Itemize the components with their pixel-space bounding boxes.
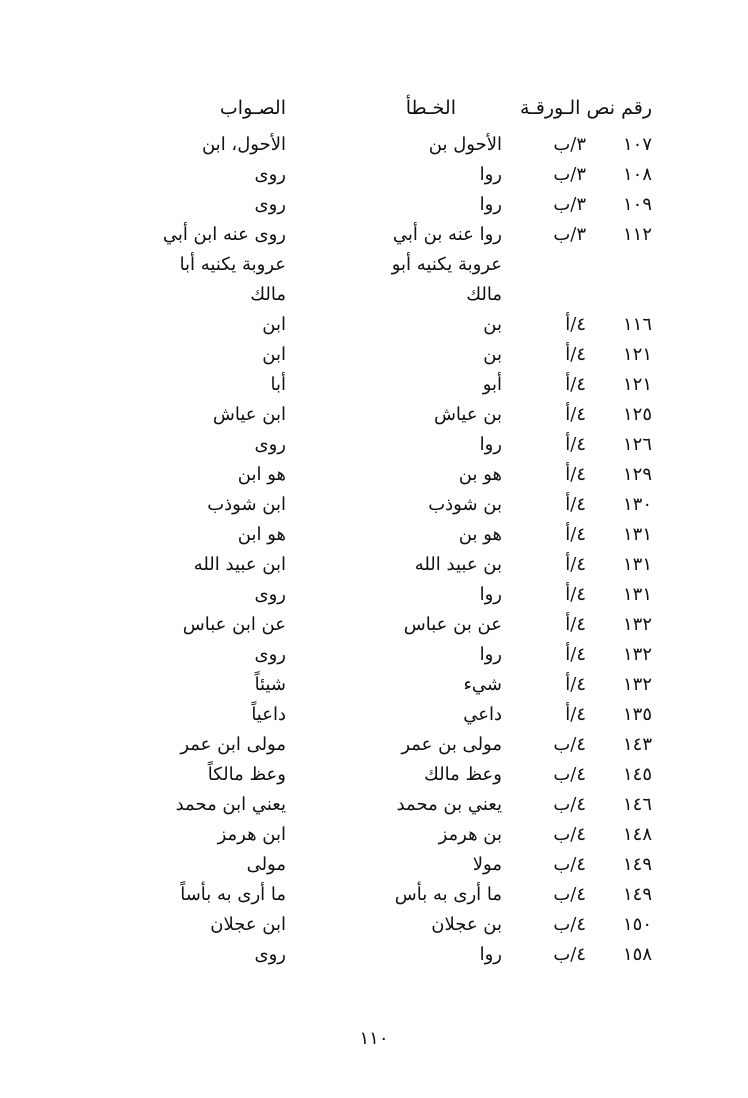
header-error: الخـطأ bbox=[405, 97, 456, 119]
row-leaf: ٣/ب bbox=[553, 194, 586, 215]
table-row bbox=[0, 610, 748, 640]
error-text-line: مالك bbox=[466, 284, 502, 305]
table-row bbox=[0, 190, 748, 220]
row-error bbox=[332, 130, 502, 160]
row-leaf: ٤/أ bbox=[565, 674, 586, 695]
row-leaf: ٤/أ bbox=[565, 614, 586, 635]
row-leaf: ٤/ب bbox=[553, 884, 586, 905]
row-error bbox=[332, 850, 502, 880]
correct-text-line: داعياً bbox=[251, 704, 286, 725]
row-correct bbox=[136, 730, 286, 760]
error-text-line: روا bbox=[479, 584, 502, 605]
row-page-number: ١٣٢ bbox=[622, 674, 652, 695]
table-row bbox=[0, 430, 748, 460]
table-row bbox=[0, 910, 748, 940]
table-row bbox=[0, 310, 748, 340]
row-page-number: ١١٢ bbox=[622, 224, 652, 245]
correct-text-line: روى bbox=[254, 644, 286, 665]
table-row bbox=[0, 940, 748, 970]
row-correct bbox=[136, 490, 286, 520]
table-row bbox=[0, 760, 748, 790]
correct-text-line: روى bbox=[254, 944, 286, 965]
row-correct bbox=[136, 820, 286, 850]
error-text-line: ما أرى به بأس bbox=[394, 884, 502, 905]
row-page-number: ١٠٧ bbox=[622, 134, 652, 155]
row-correct bbox=[136, 520, 286, 550]
row-page-number: ١٢١ bbox=[622, 374, 652, 395]
correct-text-line: مولى ابن عمر bbox=[180, 734, 286, 755]
correct-text-line: ابن شوذب bbox=[207, 494, 286, 515]
row-error bbox=[332, 190, 502, 220]
table-header bbox=[0, 92, 748, 124]
row-leaf: ٤/أ bbox=[565, 704, 586, 725]
correct-text-line: ابن bbox=[262, 314, 286, 335]
row-page-number: ١٠٩ bbox=[622, 194, 652, 215]
error-text-line: روا bbox=[479, 434, 502, 455]
row-error bbox=[332, 790, 502, 820]
correct-text-line: الأحول، ابن bbox=[201, 134, 286, 155]
error-text-line: عن بن عباس bbox=[403, 614, 502, 635]
error-text-line: وعظ مالك bbox=[423, 764, 502, 785]
table-row bbox=[0, 550, 748, 580]
table-row bbox=[0, 820, 748, 850]
error-text-line: يعني بن محمد bbox=[396, 794, 502, 815]
row-error bbox=[332, 370, 502, 400]
row-error bbox=[332, 400, 502, 430]
error-text-line: مولى بن عمر bbox=[401, 734, 502, 755]
row-page-number: ١٠٨ bbox=[622, 164, 652, 185]
row-page-number: ١٣٥ bbox=[622, 704, 652, 725]
row-correct bbox=[136, 580, 286, 610]
error-text-line: شيء bbox=[463, 674, 502, 695]
row-error bbox=[332, 940, 502, 970]
row-page-number: ١٥٨ bbox=[622, 944, 652, 965]
row-error bbox=[332, 490, 502, 520]
row-leaf: ٤/ب bbox=[553, 824, 586, 845]
row-correct bbox=[136, 940, 286, 970]
correct-text-line: عن ابن عباس bbox=[182, 614, 286, 635]
row-error bbox=[332, 670, 502, 700]
row-correct bbox=[136, 130, 286, 160]
row-correct bbox=[136, 430, 286, 460]
table-row bbox=[0, 340, 748, 370]
row-leaf: ٤/أ bbox=[565, 494, 586, 515]
row-leaf: ٤/أ bbox=[565, 374, 586, 395]
row-correct bbox=[136, 310, 286, 340]
row-leaf: ٤/ب bbox=[553, 914, 586, 935]
error-text-line: بن bbox=[483, 314, 502, 335]
row-correct bbox=[136, 160, 286, 190]
correct-text-line: مولى bbox=[246, 854, 286, 875]
correct-text-line: هو ابن bbox=[237, 524, 286, 545]
error-text-line: داعي bbox=[463, 704, 502, 725]
row-page-number: ١٤٥ bbox=[622, 764, 652, 785]
row-page-number: ١٢١ bbox=[622, 344, 652, 365]
error-text-line: عروبة يكنيه أبو bbox=[391, 254, 502, 275]
table-row bbox=[0, 520, 748, 550]
row-page-number: ١٢٩ bbox=[622, 464, 652, 485]
correct-text-line: ابن عياش bbox=[212, 404, 286, 425]
error-text-line: روا عنه بن أبي bbox=[392, 224, 502, 245]
table-row bbox=[0, 640, 748, 670]
row-page-number: ١٢٥ bbox=[622, 404, 652, 425]
row-correct bbox=[136, 190, 286, 220]
row-error bbox=[332, 730, 502, 760]
error-text-line: مولا bbox=[472, 854, 502, 875]
page-number: ١١٠ bbox=[359, 1028, 389, 1049]
table-row bbox=[0, 700, 748, 730]
row-leaf: ٤/ب bbox=[553, 734, 586, 755]
row-error bbox=[332, 820, 502, 850]
table-row bbox=[0, 490, 748, 520]
row-error bbox=[332, 520, 502, 550]
correct-text-line: روى bbox=[254, 584, 286, 605]
row-error bbox=[332, 160, 502, 190]
row-correct bbox=[136, 880, 286, 910]
table-row bbox=[0, 130, 748, 160]
error-text-line: بن عياش bbox=[433, 404, 502, 425]
row-leaf: ٤/أ bbox=[565, 554, 586, 575]
row-error bbox=[332, 220, 502, 310]
error-text-line: بن هرمز bbox=[438, 824, 502, 845]
row-leaf: ٤/أ bbox=[565, 404, 586, 425]
error-text-line: روا bbox=[479, 194, 502, 215]
row-page-number: ١٤٩ bbox=[622, 884, 652, 905]
row-leaf: ٣/ب bbox=[553, 134, 586, 155]
row-leaf: ٤/ب bbox=[553, 794, 586, 815]
correct-text-line: شيئاً bbox=[254, 674, 286, 695]
error-text-line: الأحول بن bbox=[428, 134, 502, 155]
correct-text-line: ابن عبيد الله bbox=[193, 554, 286, 575]
correct-text-line: يعني ابن محمد bbox=[175, 794, 286, 815]
row-error bbox=[332, 550, 502, 580]
error-text-line: بن شوذب bbox=[428, 494, 502, 515]
row-correct bbox=[136, 610, 286, 640]
table-row bbox=[0, 730, 748, 760]
row-leaf: ٤/أ bbox=[565, 644, 586, 665]
header-correct: الصـواب bbox=[219, 97, 286, 119]
row-correct bbox=[136, 370, 286, 400]
row-leaf: ٤/أ bbox=[565, 524, 586, 545]
row-correct bbox=[136, 640, 286, 670]
table-row bbox=[0, 790, 748, 820]
table-row bbox=[0, 160, 748, 190]
error-text-line: روا bbox=[479, 944, 502, 965]
row-error bbox=[332, 760, 502, 790]
table-row bbox=[0, 370, 748, 400]
row-leaf: ٤/أ bbox=[565, 344, 586, 365]
table-row bbox=[0, 580, 748, 610]
row-error bbox=[332, 910, 502, 940]
row-page-number: ١٤٨ bbox=[622, 824, 652, 845]
row-leaf: ٤/أ bbox=[565, 434, 586, 455]
row-page-number: ١٣٠ bbox=[622, 494, 652, 515]
table-row bbox=[0, 670, 748, 700]
row-error bbox=[332, 640, 502, 670]
row-correct bbox=[136, 340, 286, 370]
row-correct bbox=[136, 850, 286, 880]
row-page-number: ١٤٣ bbox=[622, 734, 652, 755]
row-page-number: ١٤٦ bbox=[622, 794, 652, 815]
row-correct bbox=[136, 910, 286, 940]
correct-text-line: ابن هرمز bbox=[217, 824, 286, 845]
row-leaf: ٤/ب bbox=[553, 854, 586, 875]
table-row bbox=[0, 460, 748, 490]
error-text-line: أبو bbox=[482, 374, 502, 395]
error-text-line: بن عبيد الله bbox=[414, 554, 502, 575]
correct-text-line: ابن عجلان bbox=[210, 914, 286, 935]
row-error bbox=[332, 340, 502, 370]
row-leaf: ٤/ب bbox=[553, 764, 586, 785]
table-row bbox=[0, 400, 748, 430]
correct-text-line: روى bbox=[254, 164, 286, 185]
row-correct bbox=[136, 790, 286, 820]
error-text-line: بن bbox=[483, 344, 502, 365]
row-error bbox=[332, 610, 502, 640]
correct-text-line: أبا bbox=[270, 374, 286, 395]
row-leaf: ٣/ب bbox=[553, 164, 586, 185]
row-page-number: ١٣١ bbox=[622, 554, 652, 575]
row-correct bbox=[136, 700, 286, 730]
correct-text-line: هو ابن bbox=[237, 464, 286, 485]
row-leaf: ٤/أ bbox=[565, 464, 586, 485]
corrections-table bbox=[0, 130, 748, 990]
row-page-number: ١٢٦ bbox=[622, 434, 652, 455]
row-correct bbox=[136, 400, 286, 430]
row-page-number: ١٣٢ bbox=[622, 644, 652, 665]
row-correct bbox=[136, 460, 286, 490]
row-error bbox=[332, 880, 502, 910]
row-leaf: ٤/أ bbox=[565, 314, 586, 335]
row-error bbox=[332, 430, 502, 460]
row-error bbox=[332, 310, 502, 340]
row-correct bbox=[136, 670, 286, 700]
row-page-number: ١٣١ bbox=[622, 584, 652, 605]
correct-text-line: وعظ مالكاً bbox=[207, 764, 286, 785]
correct-text-line: روى bbox=[254, 434, 286, 455]
row-page-number: ١٣١ bbox=[622, 524, 652, 545]
row-error bbox=[332, 700, 502, 730]
row-page-number: ١٥٠ bbox=[622, 914, 652, 935]
error-text-line: هو بن bbox=[458, 464, 502, 485]
row-page-number: ١١٦ bbox=[622, 314, 652, 335]
row-correct bbox=[136, 220, 286, 310]
row-correct bbox=[136, 550, 286, 580]
table-row bbox=[0, 850, 748, 880]
row-page-number: ١٣٢ bbox=[622, 614, 652, 635]
table-row bbox=[0, 880, 748, 910]
table-row bbox=[0, 220, 748, 310]
row-error bbox=[332, 580, 502, 610]
error-text-line: هو بن bbox=[458, 524, 502, 545]
correct-text-line: عروبة يكنيه أبا bbox=[179, 254, 286, 275]
error-text-line: بن عجلان bbox=[431, 914, 502, 935]
correct-text-line: ابن bbox=[262, 344, 286, 365]
row-correct bbox=[136, 760, 286, 790]
row-leaf: ٣/ب bbox=[553, 224, 586, 245]
row-page-number: ١٤٩ bbox=[622, 854, 652, 875]
correct-text-line: ما أرى به بأساً bbox=[180, 884, 286, 905]
correct-text-line: روى عنه ابن أبي bbox=[162, 224, 286, 245]
row-error bbox=[332, 460, 502, 490]
row-leaf: ٤/أ bbox=[565, 584, 586, 605]
correct-text-line: مالك bbox=[250, 284, 286, 305]
error-text-line: روا bbox=[479, 644, 502, 665]
correct-text-line: روى bbox=[254, 194, 286, 215]
error-text-line: روا bbox=[479, 164, 502, 185]
row-leaf: ٤/ب bbox=[553, 944, 586, 965]
header-page-leaf: رقم نص الـورقـة bbox=[519, 97, 652, 119]
